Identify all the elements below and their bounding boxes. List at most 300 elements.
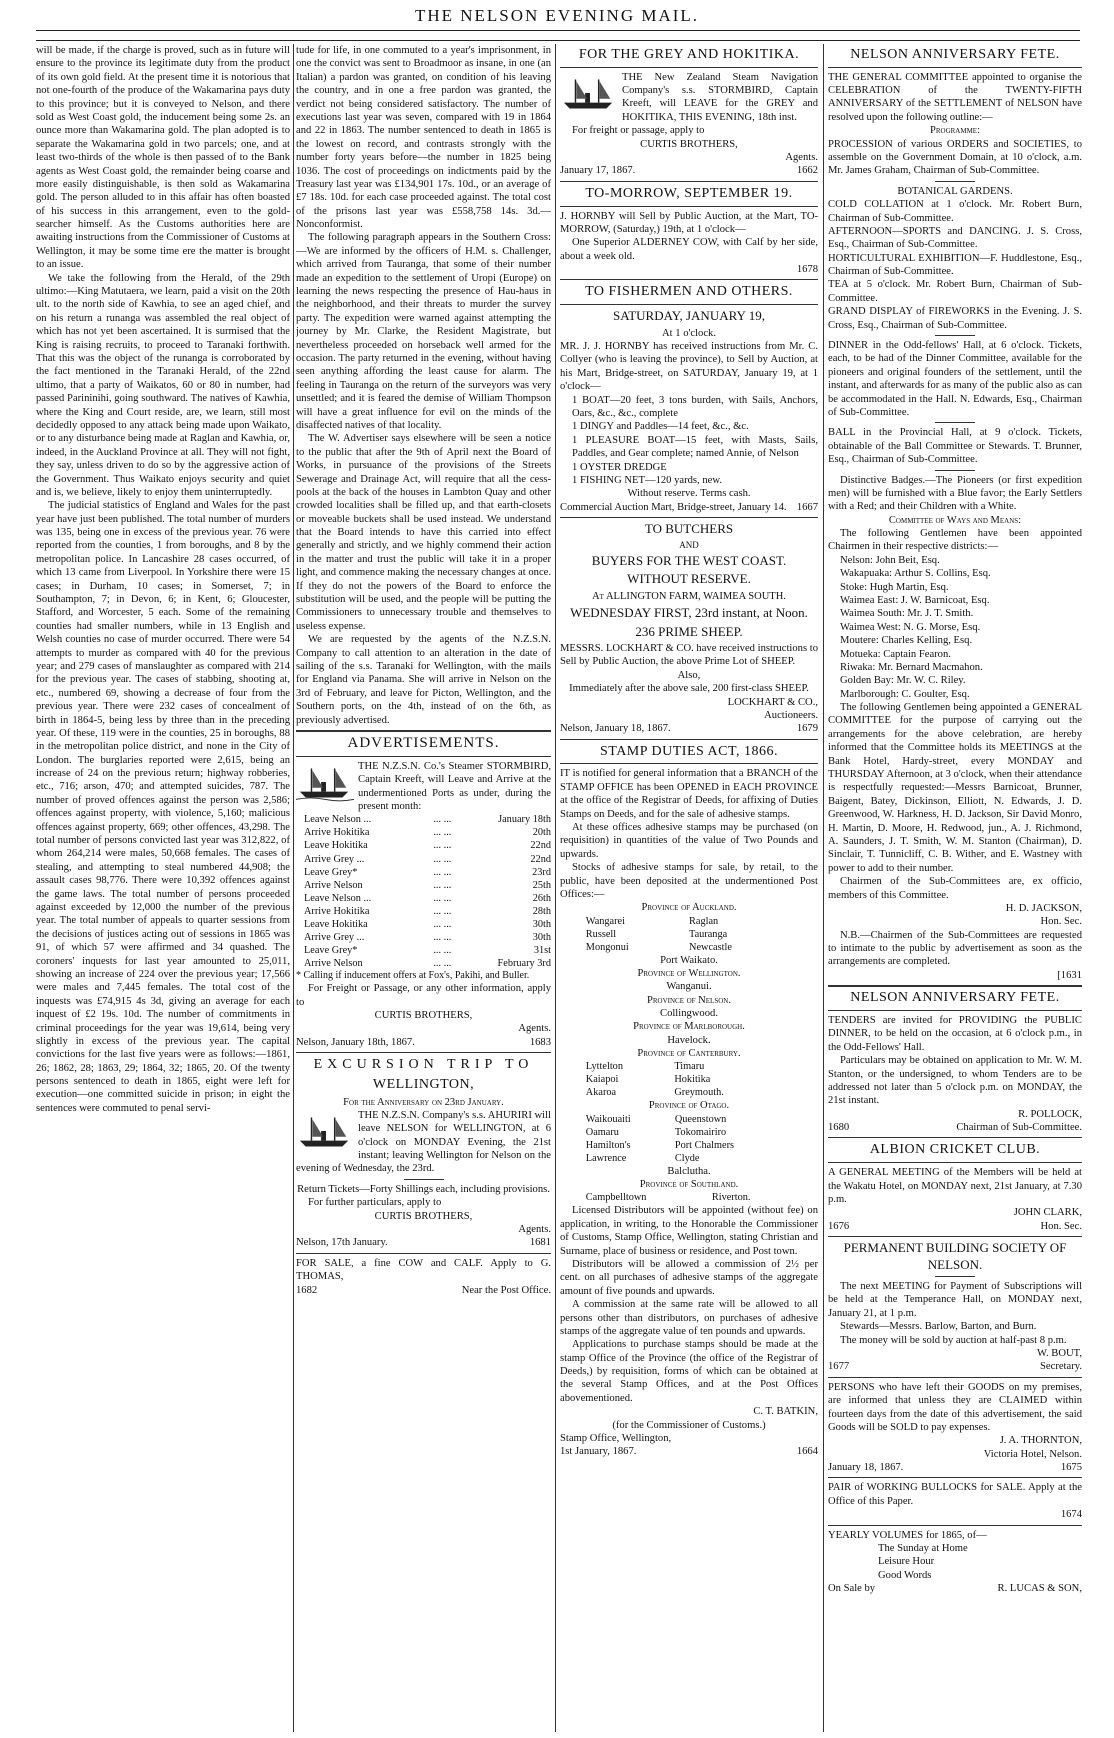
divider	[828, 1010, 1082, 1011]
post-office-name: Lyttelton	[585, 1061, 623, 1073]
column-4	[828, 44, 1082, 1732]
advert-text: Chairmen of the Sub-Committees are, ex officio, members of this Committee.	[828, 876, 1082, 901]
advert-date: Nelson, 17th January.	[296, 1237, 388, 1249]
post-office-name: Hamilton's	[585, 1139, 631, 1151]
advert-footer	[296, 1236, 551, 1249]
advert-body: THE GENERAL COMMITTEE appointed to organise the CELEBRATION of the TWENTY-FIFTH ANNIVERSARY of the SETTLEMENT of NELSON have resolved upon the following outline:—	[828, 71, 1082, 123]
column-2	[296, 44, 551, 1732]
schedule-dots: ... ...	[433, 840, 452, 852]
advert-text: Particulars may be obtained on application to Mr. W. M. Stanton, or the undersigned, to whom Tenders are to be addressed not later than 5 o'clock p.m. on MONDAY, the 21st instant.	[828, 1055, 1082, 1107]
divider	[296, 1052, 551, 1053]
masthead-rule	[36, 30, 1080, 31]
schedule-dots: ... ...	[433, 853, 452, 865]
schedule-row	[296, 905, 551, 918]
advert-body: PAIR of WORKING BULLOCKS for SALE. Apply at the Office of this Paper.	[828, 1482, 1082, 1507]
advert-body: THE N.Z.S.N. Co.'s Steamer STORMBIRD, Captain Kreeft, will Leave and Arrive at the undermentioned Ports as under, during the present month:	[358, 760, 551, 813]
advert-text: For freight or passage, apply to	[572, 125, 705, 137]
advert-text: Stewards—Messrs. Barlow, Barton, and Burn.	[840, 1321, 1037, 1333]
list-item: Wakapuaka: Arthur S. Collins, Esq.	[840, 568, 991, 580]
schedule-date: February 3rd	[497, 957, 551, 969]
divider	[404, 1179, 444, 1180]
list-item: Motueka: Captain Fearon.	[840, 648, 951, 660]
schedule-row	[296, 839, 551, 852]
divider	[560, 279, 818, 280]
schedule-row	[296, 853, 551, 866]
post-office-name: Kaiapoi	[585, 1074, 619, 1086]
column-3	[560, 44, 818, 1732]
article-paragraph: We take the following from the Herald, of the 29th ultimo:—King Matutaera, we learn, paid a visit on the 20th ult. to the north side of Kawhia, to see an aged chief, and on his return a runanga was assembled the real object of which has not yet been ascertained. It is surmised that the King is raising recruits, to proceed to Taranaki forthwith. That this was the object of the runanga is corroborated by the fact mentioned in the Taranaki Herald, of the 22nd ultimo, that a party of Waikatos, 60 or 80 in number, had passed Parininihi, going southward. The natives of Kawhia, where the King and Court reside, are, we learn, still most decidedly opposed to any attack being made upon Waikato, or to any disturbance being made at Raglan and Kawhia, or, indeed, in the Auckland Province at all. They will not fight, they say, unless driven to do so by the aggressive action of the Government. Thus Waikato enjoys security and quiet and is, we believe, likely to enjoy them uninterruptedly.	[36, 272, 290, 498]
post-office-name: Tokomairiro	[674, 1126, 727, 1138]
advert-text: DINNER in the Odd-fellows' Hall, at 6 o'clock. Tickets, each, to be had of the Dinner Committee, available for the pioneers and original founders of the settlement, until the instant, and afterwards for as many of the public also as can be accommodated in the Hall. N. Edwards, Esq., Chairman of Sub-Committee.	[828, 340, 1082, 418]
list-item: Marlborough: C. Goulter, Esq.	[840, 688, 970, 700]
list-item: Golden Bay: Mr. W. C. Riley.	[840, 675, 966, 687]
advert-footer	[560, 501, 818, 514]
schedule-date: 20th	[532, 827, 551, 839]
schedule-dots: ... ...	[433, 957, 452, 969]
advert-body: THE New Zealand Steam Navigation Company's s.s. STORMBIRD, Captain Kreeft, will LEAVE for the GREY and HOKITIKA, THIS EVENING, 18th inst.	[622, 71, 818, 123]
fete-advert	[828, 46, 1082, 982]
seller-name: R. LUCAS & SON,	[997, 1583, 1082, 1595]
article-paragraph: will be made, if the charge is proved, such as in future will ensure to the province its legitimate duty from the product of its own gold field. At the present time it is notorious that not one-fourth of the produce of the Wakamarina pays duty to this province; but it is conveyed to Nelson, and there sold as West Coast gold, the inducement being some 2s. an ounce more than Wakamarina gold. The plan adopted is to separate the Wakamarina gold in two parcels; one, and at least two-thirds of the whole is then passed of to the Bank agents as West Coast gold, the remainder being coarse and more easily distinguishable, is then sold as Wakamarina gold. The person alluded to in this affair has often boasted of his success in this arrangement, even to the gold-searcher himself. As the Customs authorities here are awaiting instructions from the Commissioner of Customs at Wellington, it may be some time ere the matter is brought to an issue.	[36, 45, 290, 271]
agent-role: Agents.	[518, 1023, 551, 1035]
schedule-date: 30th	[532, 918, 551, 930]
advert-body: MESSRS. LOCKHART & CO. have received instructions to Sell by Public Auction, the above Prime Lot of SHEEP.	[560, 642, 818, 668]
divider	[935, 422, 975, 423]
advert-date: Nelson, January 18th, 1867.	[296, 1036, 415, 1048]
advert-text: One Superior ALDERNEY COW, with Calf by her side, about a week old.	[560, 237, 818, 262]
schedule-dots: ... ...	[433, 879, 452, 891]
schedule-row	[296, 957, 551, 970]
agent-name: CURTIS BROTHERS,	[374, 1210, 473, 1222]
schedule-dots: ... ...	[433, 931, 452, 943]
advert-title: TO BUTCHERS	[644, 521, 734, 537]
advertisements-heading: ADVERTISEMENTS.	[347, 734, 500, 751]
schedule-port: Leave Nelson ...	[304, 892, 372, 904]
schedule-port: Arrive Nelson	[304, 957, 363, 969]
advert-date-heading: SATURDAY, JANUARY 19,	[613, 308, 765, 324]
list-item: GRAND DISPLAY of FIREWORKS in the Evening. J. S. Cross, Esq., Chairman of Sub-Committee.	[828, 306, 1082, 331]
province-heading: Province of Auckland.	[641, 902, 737, 914]
list-item: Riwaka: Mr. Bernard Macmahon.	[840, 661, 983, 673]
post-office-name: Clyde	[674, 1152, 700, 1164]
advert-text: A commission at the same rate will be allowed to all persons other than distributors, on purchases of adhesive stamps of the aggregate value of ten pounds and upwards.	[560, 1299, 818, 1337]
advert-title: AND	[679, 539, 699, 550]
list-item: Stoke: Hugh Martin, Esq.	[840, 581, 949, 593]
advert-text: N.B.—Chairmen of the Sub-Committees are requested to intimate to the public by advertisement as soon as the arrangements are completed.	[828, 929, 1082, 968]
divider	[560, 739, 818, 740]
agent-name: CURTIS BROTHERS,	[374, 1010, 473, 1022]
advert-date: Nelson, January 18, 1867.	[560, 723, 671, 735]
divider	[296, 1253, 551, 1254]
divider	[560, 181, 818, 182]
list-item: Waimea East: J. W. Barnicoat, Esq.	[840, 594, 990, 606]
signature: JOHN CLARK,	[1013, 1207, 1082, 1219]
province-heading: Province of Otago.	[648, 1100, 730, 1112]
post-office-name: Queenstown	[674, 1113, 727, 1125]
advert-text: Stamp Office, Wellington,	[560, 1433, 672, 1445]
schedule-date: 22nd	[530, 853, 551, 865]
post-office-name: Balclutha.	[667, 1165, 711, 1177]
advert-body: IT is notified for general information that a BRANCH of the STAMP OFFICE has been OPENED in EACH PROVINCE at the office of the Registrar of Deeds, for affixing of Duties Stamps on Deeds, and for the sale of adhesive stamps.	[560, 768, 818, 820]
butchers-advert	[560, 521, 818, 736]
divider	[560, 304, 818, 305]
fishermen-advert	[560, 283, 818, 514]
post-office-name: Akaroa	[585, 1087, 617, 1099]
schedule-dots: ... ...	[433, 905, 452, 917]
list-item: 1 FISHING NET—120 yards, new.	[572, 474, 722, 486]
table-row	[586, 1073, 792, 1086]
schedule-dots: ... ...	[433, 944, 452, 956]
post-office-name: Timaru	[674, 1061, 705, 1073]
signature-subtitle: Hon. Sec.	[1040, 1220, 1082, 1232]
schedule-port: Leave Hokitika	[304, 840, 368, 852]
article-paragraph: tude for life, in one commuted to a year's imprisonment, in one the convict was sent to Broadmoor as insane, in one (an Italian) a pardon was granted, on condition of his leaving the country, and in one a free pardon was granted, the verdict not being considered satisfactory. The number of executions last year was seven, compared with 19 in 1864 and 22 in 1863. The number sentenced to death in 1865 is the lowest on record, and contrasts strongly with the number forty years before—the number in 1825 being 1036. The cost of proceedings on indictments paid by the Treasury last year was £134,901 17s. 10d., or an average of £7 18s. 10d. for each case proceeded against. The total cost of the prisons last year was £558,758 14s. 3d.—Nonconformist.	[296, 45, 551, 231]
advert-text: Immediately after the above sale, 200 first-class SHEEP.	[569, 683, 809, 695]
schedule-port: Leave Hokitika	[304, 918, 368, 930]
signature-subtitle: Chairman of Sub-Committee.	[956, 1122, 1082, 1134]
advert-text: Distributors will be allowed a commission of 2½ per cent. on all purchases of adhesive stamps of the aggregate amount of five pounds and upwards.	[560, 1258, 818, 1297]
divider	[560, 763, 818, 764]
article-paragraph: We are requested by the agents of the N.Z.S.N. Company to call attention to an alteration in the date of sailing of the s.s. Taranaki for Wellington, with the mails for England via Panama. She will arrive in Nelson on the 3rd of February, and leave for Picton, Wellington, and the Southern ports, on the 4th, instead of on the 6th, as previously advertised.	[296, 634, 551, 726]
schedule-row	[296, 866, 551, 879]
list-item: Waimea West: N. G. Morse, Esq.	[840, 621, 981, 633]
goods-advert	[828, 1381, 1082, 1475]
advert-number: 1679	[796, 723, 818, 735]
post-office-name: Hokitika	[674, 1074, 711, 1086]
advert-text: The following Gentlemen being appointed a GENERAL COMMITTEE for the purpose of carrying out the arrangements for the above celebration, are hereby informed that the Committee holds its MEETINGS at the Bank Hotel, Hardy-street, every MONDAY and THURSDAY Afternoon, at 3 o'clock, when their attendance is respectfully requested:—Messrs Barnicoat, Brunner, Baigent, Batey, Dickinson, Elliott, N. Edwards, J. D. Greenwood, W. Harkness, H. D. Jackson, Sir David Monro, H. Martin, D. Moore, H. Redwood, jun., A. J. Richmond, A. Saunders, J. T. Smith, W. M. Stanton (Chairman), D. Sinclair, T. Tunnicliff, C. B. Wither, and E. Wastney with power to add to their number.	[828, 702, 1082, 874]
advert-footer	[560, 164, 818, 177]
province-heading: Province of Southland.	[639, 1179, 739, 1191]
advert-body: MR. J. J. HORNBY has received instructions from Mr. C. Collyer (who is leaving the province), to Sell by Auction, at his Mart, Bridge-street, on SATURDAY, January 19, at 1 o'clock—	[560, 341, 818, 393]
masthead-rule-lower	[36, 40, 1080, 41]
divider	[828, 1525, 1082, 1526]
section-heading: Committee of Ways and Means:	[888, 514, 1022, 526]
advert-footer	[828, 1582, 1082, 1595]
post-office-name: Port Waikato.	[660, 954, 718, 966]
advert-date: January 18, 1867.	[828, 1462, 904, 1474]
advert-text: Return Tickets—Forty Shillings each, including provisions.	[297, 1183, 550, 1195]
list-item: HORTICULTURAL EXHIBITION—F. Huddlestone, Esq., Chairman of Sub-Committee.	[828, 252, 1082, 278]
advert-body: THE N.Z.S.N. Company's s.s. AHURIRI will leave NELSON for WELLINGTON, at 6 o'clock on MONDAY Evening, the 21st instant; leaving Wellington for Nelson on the evening of Wednesday, the 23rd.	[296, 1109, 551, 1175]
advert-text: The following Gentlemen have been appointed Chairmen in their respective districts:—	[828, 527, 1082, 553]
advert-title: WITHOUT RESERVE.	[627, 571, 751, 587]
advert-text: BALL in the Provincial Hall, at 9 o'clock. Tickets, obtainable of the Ball Committee or Stewards. T. Brunner, Esq., Chairman of Sub-Committee.	[828, 427, 1082, 466]
divider	[828, 67, 1082, 68]
list-item: 1 BOAT—20 feet, 3 tons burden, with Sails, Anchors, Oars, &c., &c., complete	[572, 394, 818, 419]
advert-footer	[828, 1121, 1082, 1134]
table-row	[586, 915, 792, 928]
list-item: 1 PLEASURE BOAT—15 feet, with Masts, Sails, Paddles, and Gear complete; named Annie, of Nelson	[572, 434, 818, 460]
post-office-name: Waikouaiti	[585, 1113, 631, 1125]
post-office-name: Oamaru	[585, 1126, 619, 1138]
signature: H. D. JACKSON,	[1005, 902, 1082, 914]
advert-footer	[296, 1036, 551, 1049]
divider	[828, 1377, 1082, 1378]
list-item: Good Words	[878, 1569, 932, 1581]
advert-body: FOR SALE, a fine COW and CALF. Apply to G. THOMAS,	[296, 1257, 551, 1283]
advert-body: The next MEETING for Payment of Subscriptions will be held at the Temperance Hall, on MONDAY next, January 21, at 1 p.m.	[828, 1281, 1082, 1319]
schedule-port: Arrive Hokitika	[304, 827, 370, 839]
divider	[935, 470, 975, 471]
signature: J. A. THORNTON,	[999, 1435, 1082, 1447]
agent-role: Agents.	[785, 152, 818, 164]
signature: R. POLLOCK,	[1018, 1108, 1082, 1120]
schedule-port: Arrive Grey ...	[304, 931, 365, 943]
advert-text: On Sale by	[828, 1583, 876, 1595]
advert-location: At ALLINGTON FARM, WAIMEA SOUTH.	[592, 590, 786, 602]
schedule-date: 26th	[532, 892, 551, 904]
advert-time: At 1 o'clock.	[662, 327, 716, 339]
advert-text: Near the Post Office.	[461, 1284, 551, 1296]
advert-text: Also,	[677, 669, 701, 681]
province-heading: Province of Marlborough.	[633, 1021, 745, 1033]
list-item: AFTERNOON—SPORTS and DANCING. J. S. Cross, Esq., Chairman of Sub-Committee.	[828, 225, 1082, 251]
schedule-row	[296, 826, 551, 839]
schedule-date: January 18th	[498, 814, 551, 826]
advert-text: Without reserve. Terms cash.	[627, 488, 751, 500]
advert-text: Stocks of adhesive stamps for sale, by retail, to the public, have been deposited at the undermentioned Post Offices:—	[560, 862, 818, 900]
stormbird-advert	[296, 760, 551, 1049]
article-paragraph: The judicial statistics of England and Wales for the past year have just been published. The total number of murders was 135, being one in excess of the previous year. 76 were reported from the counties, 1 from boroughs, and 8 by the metropolitan police. In Lancashire 28 cases occurred, of which 13 came from Liverpool. In Yorkshire there were 15 cases; in Durham, 10 cases; in Somerset, 7; in Southampton, 7; in Devon, 6; in Kent, 6; Gloucester, Stafford, and Worcester, 5 each. Some of the remaining counties had smaller numbers, while in 13 English and Welsh counties no case of murder occurred. There were 54 attempts to murder as compared with 40 for the previous year; and 279 cases of manslaughter as compared with 214 for the previous year. The cases of stabbing, shooting at, etc., numbered 69, showing a decrease of four from the previous year. There were 232 cases of concealment of birth in 1864-5, being less by three than in the preceding year. Of these, 119 were in the counties, 25 in boroughs, 88 in the metropolitan police district, and none in the City of London. The burglaries reported were 2,615, being an increase of 24 on the previous return; highway robberies, etc., 716; arson, 470; and attempted suicides, 787. The number of proved offences against the person was 2,586; offences against property, with violence, 5,160; malicious offences against property, 669; other offences, 43,298. The total number of persons convicted last year was 312,822, of whom 264,214 were males, 50,668 females. The cases of stealing, and attempting to steal numbered 44,908; the assault cases 98,776. There were 10,392 offences against the game laws. The total number of persons proceeded against exceeded by 12,000 the number of the previous year. The total number of appeals to quarter sessions from the decisions of justices acting out of sessions in 1865 was 91, of which 57 were affirmed and 34 quashed. The coroners' inquests for last year amounted to 25,011, showing an increase of 224 over the previous year; 17,566 were males and 7,445 females. The total cost of the inquests was £74,915 4s 3d, giving an average for each inquest of £2 19s. 10d. The number of commitments in criminal proceedings for the year was 19,614, being very slightly in excess of the previous year. The capital convictions for the last five years were as follows:—1861, 26; 1862, 28; 1863, 29; 1864, 32; 1865, 20. Of the twenty persons sentenced to death in 1865, eight were left for execution—one committed suicide in prison; in eight the sentences were commuted to penal servi-	[36, 500, 290, 1114]
advert-text: Commercial Auction Mart, Bridge-street, January 14.	[560, 501, 787, 513]
schedule-row	[296, 931, 551, 944]
schedule-dots: ... ...	[433, 918, 452, 930]
advert-footer	[560, 722, 818, 735]
advert-number: 1676	[828, 1220, 850, 1232]
divider	[560, 206, 818, 207]
table-row	[586, 1191, 792, 1204]
agent-name: CURTIS BROTHERS,	[640, 138, 738, 150]
divider	[560, 517, 818, 518]
bullocks-advert	[828, 1481, 1082, 1521]
advert-title: NELSON ANNIVERSARY FETE.	[850, 47, 1060, 62]
schedule-dots: ... ...	[433, 892, 452, 904]
schedule-date: 28th	[532, 905, 551, 917]
schedule-row	[296, 918, 551, 931]
agent-name: LOCKHART & CO.,	[727, 696, 818, 708]
advert-body: TENDERS are invited for PROVIDING the PUBLIC DINNER, to be held on the occasion, at 6 o'clock p.m., in the Odd-Fellows' Hall.	[828, 1014, 1082, 1053]
schedule-row	[296, 944, 551, 957]
post-office-name: Port Chalmers	[674, 1139, 735, 1151]
advert-title: STAMP DUTIES ACT, 1866.	[599, 743, 778, 759]
advert-number: 1681	[529, 1237, 551, 1249]
post-office-name: Newcastle	[689, 941, 732, 953]
post-office-name: Campbelltown	[585, 1192, 647, 1204]
list-item: Leisure Hour	[878, 1556, 935, 1568]
province-heading: Province of Nelson.	[647, 994, 731, 1006]
list-item: Waimea South: Mr. J. T. Smith.	[840, 608, 974, 620]
post-office-name: Collingwood.	[660, 1007, 718, 1019]
advert-number: 1680	[828, 1122, 850, 1134]
advert-footer	[560, 1445, 818, 1458]
table-row	[586, 1113, 792, 1126]
advert-number: 1677	[828, 1361, 850, 1373]
cow-advert	[296, 1257, 551, 1297]
list-item: TEA at 5 o'clock. Mr. Robert Burn, Chairman of Sub-Committee.	[828, 279, 1082, 304]
post-office-table	[586, 1191, 792, 1204]
column-divider	[823, 44, 824, 1732]
advert-body: A GENERAL MEETING of the Members will be held at the Wakatu Hotel, on MONDAY next, 21st January, at 7.30 p.m.	[828, 1167, 1082, 1205]
schedule-row	[296, 813, 551, 826]
advert-number: 1667	[796, 501, 818, 513]
divider	[828, 1162, 1082, 1163]
table-row	[586, 1060, 792, 1073]
post-office-name: Wangarei	[585, 915, 625, 927]
list-item: 1 DINGY and Paddles—14 feet, &c., &c.	[572, 421, 749, 433]
schedule-port: Arrive Nelson	[304, 879, 363, 891]
cricket-advert	[828, 1141, 1082, 1233]
volumes-advert	[828, 1529, 1082, 1596]
steamship-icon	[296, 762, 354, 802]
signature: C. T. BATKIN,	[753, 1406, 818, 1418]
post-office-name: Mongonui	[585, 941, 629, 953]
advert-body: YEARLY VOLUMES for 1865, of—	[828, 1529, 987, 1541]
list-item: Nelson: John Beit, Esq.	[840, 554, 940, 566]
advert-text: Distinctive Badges.—The Pioneers (or first expedition men) will be furnished with a Blue favor; the Early Settlers with a Red; and their Children with a White.	[828, 474, 1082, 513]
list-item: 1 OYSTER DREDGE	[572, 461, 667, 473]
article-paragraph: The following paragraph appears in the Southern Cross:—We are informed by the officers of H.M. s. Challenger, which arrived from Tauranga, that some of their number made an expedition to the settlement of Uropi (Europe) on learning the news respecting the presence of Hau-haus in the neighborhood, and their threats to murder the survey party. The expedition were warned against attempting the journey by Mr. Clarke, the Resident Magistrate, but nevertheless proceeded on horseback well armed for the occasion. The party returned in the evening, without having seen anything affording the least cause for alarm. The feeling in Tauranga on the return of the surveyors was very unsettled; and it is feared the demise of William Thompson will have a great influence for evil on the minds of the disaffected natives of that locality.	[296, 232, 551, 431]
advert-subtitle: For the Anniversary on 23rd January.	[343, 1096, 504, 1108]
schedule-port: Leave Nelson ...	[304, 814, 372, 826]
advert-footer	[828, 1360, 1082, 1373]
list-item: Moutere: Charles Kelling, Esq.	[840, 635, 973, 647]
advert-title: 236 PRIME SHEEP.	[635, 623, 743, 639]
divider	[935, 181, 975, 182]
divider	[828, 985, 1082, 987]
schedule-date: 31st	[533, 944, 551, 956]
divider	[828, 1137, 1082, 1138]
steamship-icon	[560, 73, 618, 113]
advert-text: For Freight or Passage, or any other information, apply to	[296, 983, 551, 1008]
grey-hokitika-advert	[560, 46, 818, 178]
volume-list	[878, 1542, 1082, 1582]
advert-title: ALBION CRICKET CLUB.	[869, 1142, 1041, 1158]
post-office-name: Riverton.	[711, 1192, 751, 1204]
advert-text: Licensed Distributors will be appointed (without fee) on application, in writing, to the Honorable the Commissioner of Customs, Stamp Office, Wellington, stating Christian and Surname, place of business or residence, and Post town.	[560, 1205, 818, 1257]
post-office-name: Raglan	[689, 915, 719, 927]
schedule-dots: ... ...	[433, 866, 452, 878]
sailing-schedule	[296, 813, 551, 969]
divider	[828, 1477, 1082, 1478]
advert-text: PROCESSION of various ORDERS and SOCIETIES, to assemble on the Government Domain, at 10 o'clock, a.m. Mr. James Graham, Chairman of Sub-Committee.	[828, 138, 1082, 177]
advert-text: At these offices adhesive stamps may be purchased (on requisition) in quantities of the value of Two Pounds and upwards.	[560, 821, 818, 860]
advert-number: 1675	[1060, 1462, 1082, 1474]
agent-role: Agents.	[518, 1224, 551, 1236]
advert-text: Victoria Hotel, Nelson.	[983, 1448, 1082, 1460]
post-office-name: Wanganui.	[666, 981, 712, 993]
table-row	[586, 1086, 792, 1099]
divider	[935, 1276, 975, 1277]
signature-subtitle: Hon. Sec.	[1040, 916, 1082, 928]
section-heading: BOTANICAL GARDENS.	[897, 185, 1013, 197]
schedule-date: 30th	[532, 931, 551, 943]
excursion-advert	[296, 1056, 551, 1250]
schedule-date: 22nd	[530, 840, 551, 852]
province-heading: Province of Canterbury.	[637, 1048, 741, 1060]
fete-tenders-advert	[828, 989, 1082, 1134]
advert-body: J. HORNBY will Sell by Public Auction, at the Mart, TO-MORROW, (Saturday,) 19th, at 1 o'clock—	[560, 210, 818, 235]
advert-number: 1683	[529, 1036, 551, 1048]
schedule-dots: ... ...	[433, 814, 452, 826]
advert-number: 1678	[796, 264, 818, 276]
advert-date-heading: WEDNESDAY FIRST, 23rd instant, at Noon.	[570, 605, 808, 621]
signature: W. BOUT,	[1036, 1347, 1082, 1359]
advert-title: PERMANENT BUILDING SOCIETY OF NELSON.	[843, 1240, 1067, 1272]
advert-title: BUYERS FOR THE WEST COAST.	[591, 552, 787, 568]
article-paragraph: The W. Advertiser says elsewhere will be seen a notice to the public that after the 9th of April next the Board of Works, in pursuance of the provisions of the Streets Sewerage and Drainage Act, will require that all the cess-pools at the back of the houses in Lambton Quay and other crowded localities shall be filled up, and that earth-closets or moveable buckets shall be used instead. We understand that the Board intends to have this carried into effect generally and strictly, and we highly commend their action in the matter and trust the public will take it in a proper light, and commence making the necessary changes at once. If they do not the powers of the Board to enforce the substitution will be used, and the people will be putting the Commissioners to unnecessary trouble and themselves to useless expense.	[296, 433, 551, 632]
tomorrow-advert	[560, 185, 818, 277]
table-row	[586, 1139, 792, 1152]
table-row	[586, 928, 792, 941]
schedule-date: 25th	[532, 879, 551, 891]
signature-subtitle: Secretary.	[1040, 1361, 1082, 1373]
advert-number: 1674	[1060, 1509, 1082, 1521]
schedule-dots: ... ...	[433, 827, 452, 839]
post-office-name: Tauranga	[689, 928, 728, 940]
schedule-port: Leave Grey*	[304, 866, 358, 878]
advert-number: 1662	[796, 165, 818, 177]
column-1	[36, 44, 290, 1732]
divider	[828, 1236, 1082, 1237]
advert-title: TO FISHERMEN AND OTHERS.	[585, 284, 793, 300]
column-divider	[293, 44, 294, 1732]
advert-number: 1682	[296, 1284, 318, 1296]
column-divider	[555, 44, 556, 1732]
advert-number: 1664	[796, 1446, 818, 1458]
auction-item-list	[572, 394, 818, 488]
advert-body: PERSONS who have left their GOODS on my premises, are informed that unless they are CLAIMED within fourteen days from the date of this advertisement, the said Goods will be SOLD to pay expenses.	[828, 1381, 1082, 1433]
advert-date: 1st January, 1867.	[560, 1446, 637, 1458]
table-row	[586, 941, 792, 954]
post-office-table	[586, 1060, 792, 1099]
post-office-name: Greymouth.	[674, 1087, 724, 1099]
province-heading: Province of Wellington.	[637, 968, 741, 979]
schedule-date: 23rd	[532, 866, 551, 878]
programme-heading: Programme:	[930, 125, 980, 137]
schedule-row	[296, 892, 551, 905]
advert-text: Applications to purchase stamps should be made at the stamp Office of the Province (the office of the Registrar of Deeds,) by requisition, forms of which can be obtained at the several Stamp Offices, and at the Post Offices abovementioned.	[560, 1339, 818, 1404]
post-office-table	[586, 915, 792, 954]
advert-title: NELSON ANNIVERSARY FETE.	[850, 990, 1060, 1006]
post-office-name: Havelock.	[667, 1034, 711, 1046]
advert-footer	[828, 1461, 1082, 1474]
steamship-icon	[296, 1111, 354, 1151]
advert-number: [1631	[1057, 969, 1082, 981]
agent-role: Auctioneers.	[764, 709, 818, 721]
stamp-duties-advert	[560, 743, 818, 1459]
schedule-row	[296, 879, 551, 892]
building-society-advert	[828, 1240, 1082, 1374]
schedule-port: Arrive Hokitika	[304, 905, 370, 917]
advert-footer	[296, 1284, 551, 1297]
advert-title: WELLINGTON,	[372, 1076, 475, 1092]
list-item: COLD COLLATION at 1 o'clock. Mr. Robert Burn, Chairman of Sub-Committee.	[828, 199, 1082, 224]
post-office-name: Russell	[585, 928, 617, 940]
advert-footer	[828, 1220, 1082, 1233]
divider	[296, 756, 551, 757]
table-row	[586, 1126, 792, 1139]
post-office-table	[586, 1113, 792, 1165]
schedule-port: Leave Grey*	[304, 944, 358, 956]
advert-date: January 17, 1867.	[560, 165, 636, 177]
advert-title: FOR THE GREY AND HOKITIKA.	[578, 47, 800, 62]
list-item: The Sunday at Home	[878, 1543, 968, 1555]
divider	[560, 67, 818, 68]
divider	[935, 335, 975, 336]
advert-note: * Calling if inducement offers at Fox's, Pakihi, and Buller.	[296, 969, 530, 981]
table-row	[586, 1152, 792, 1165]
advert-text: For further particulars, apply to	[308, 1197, 442, 1209]
